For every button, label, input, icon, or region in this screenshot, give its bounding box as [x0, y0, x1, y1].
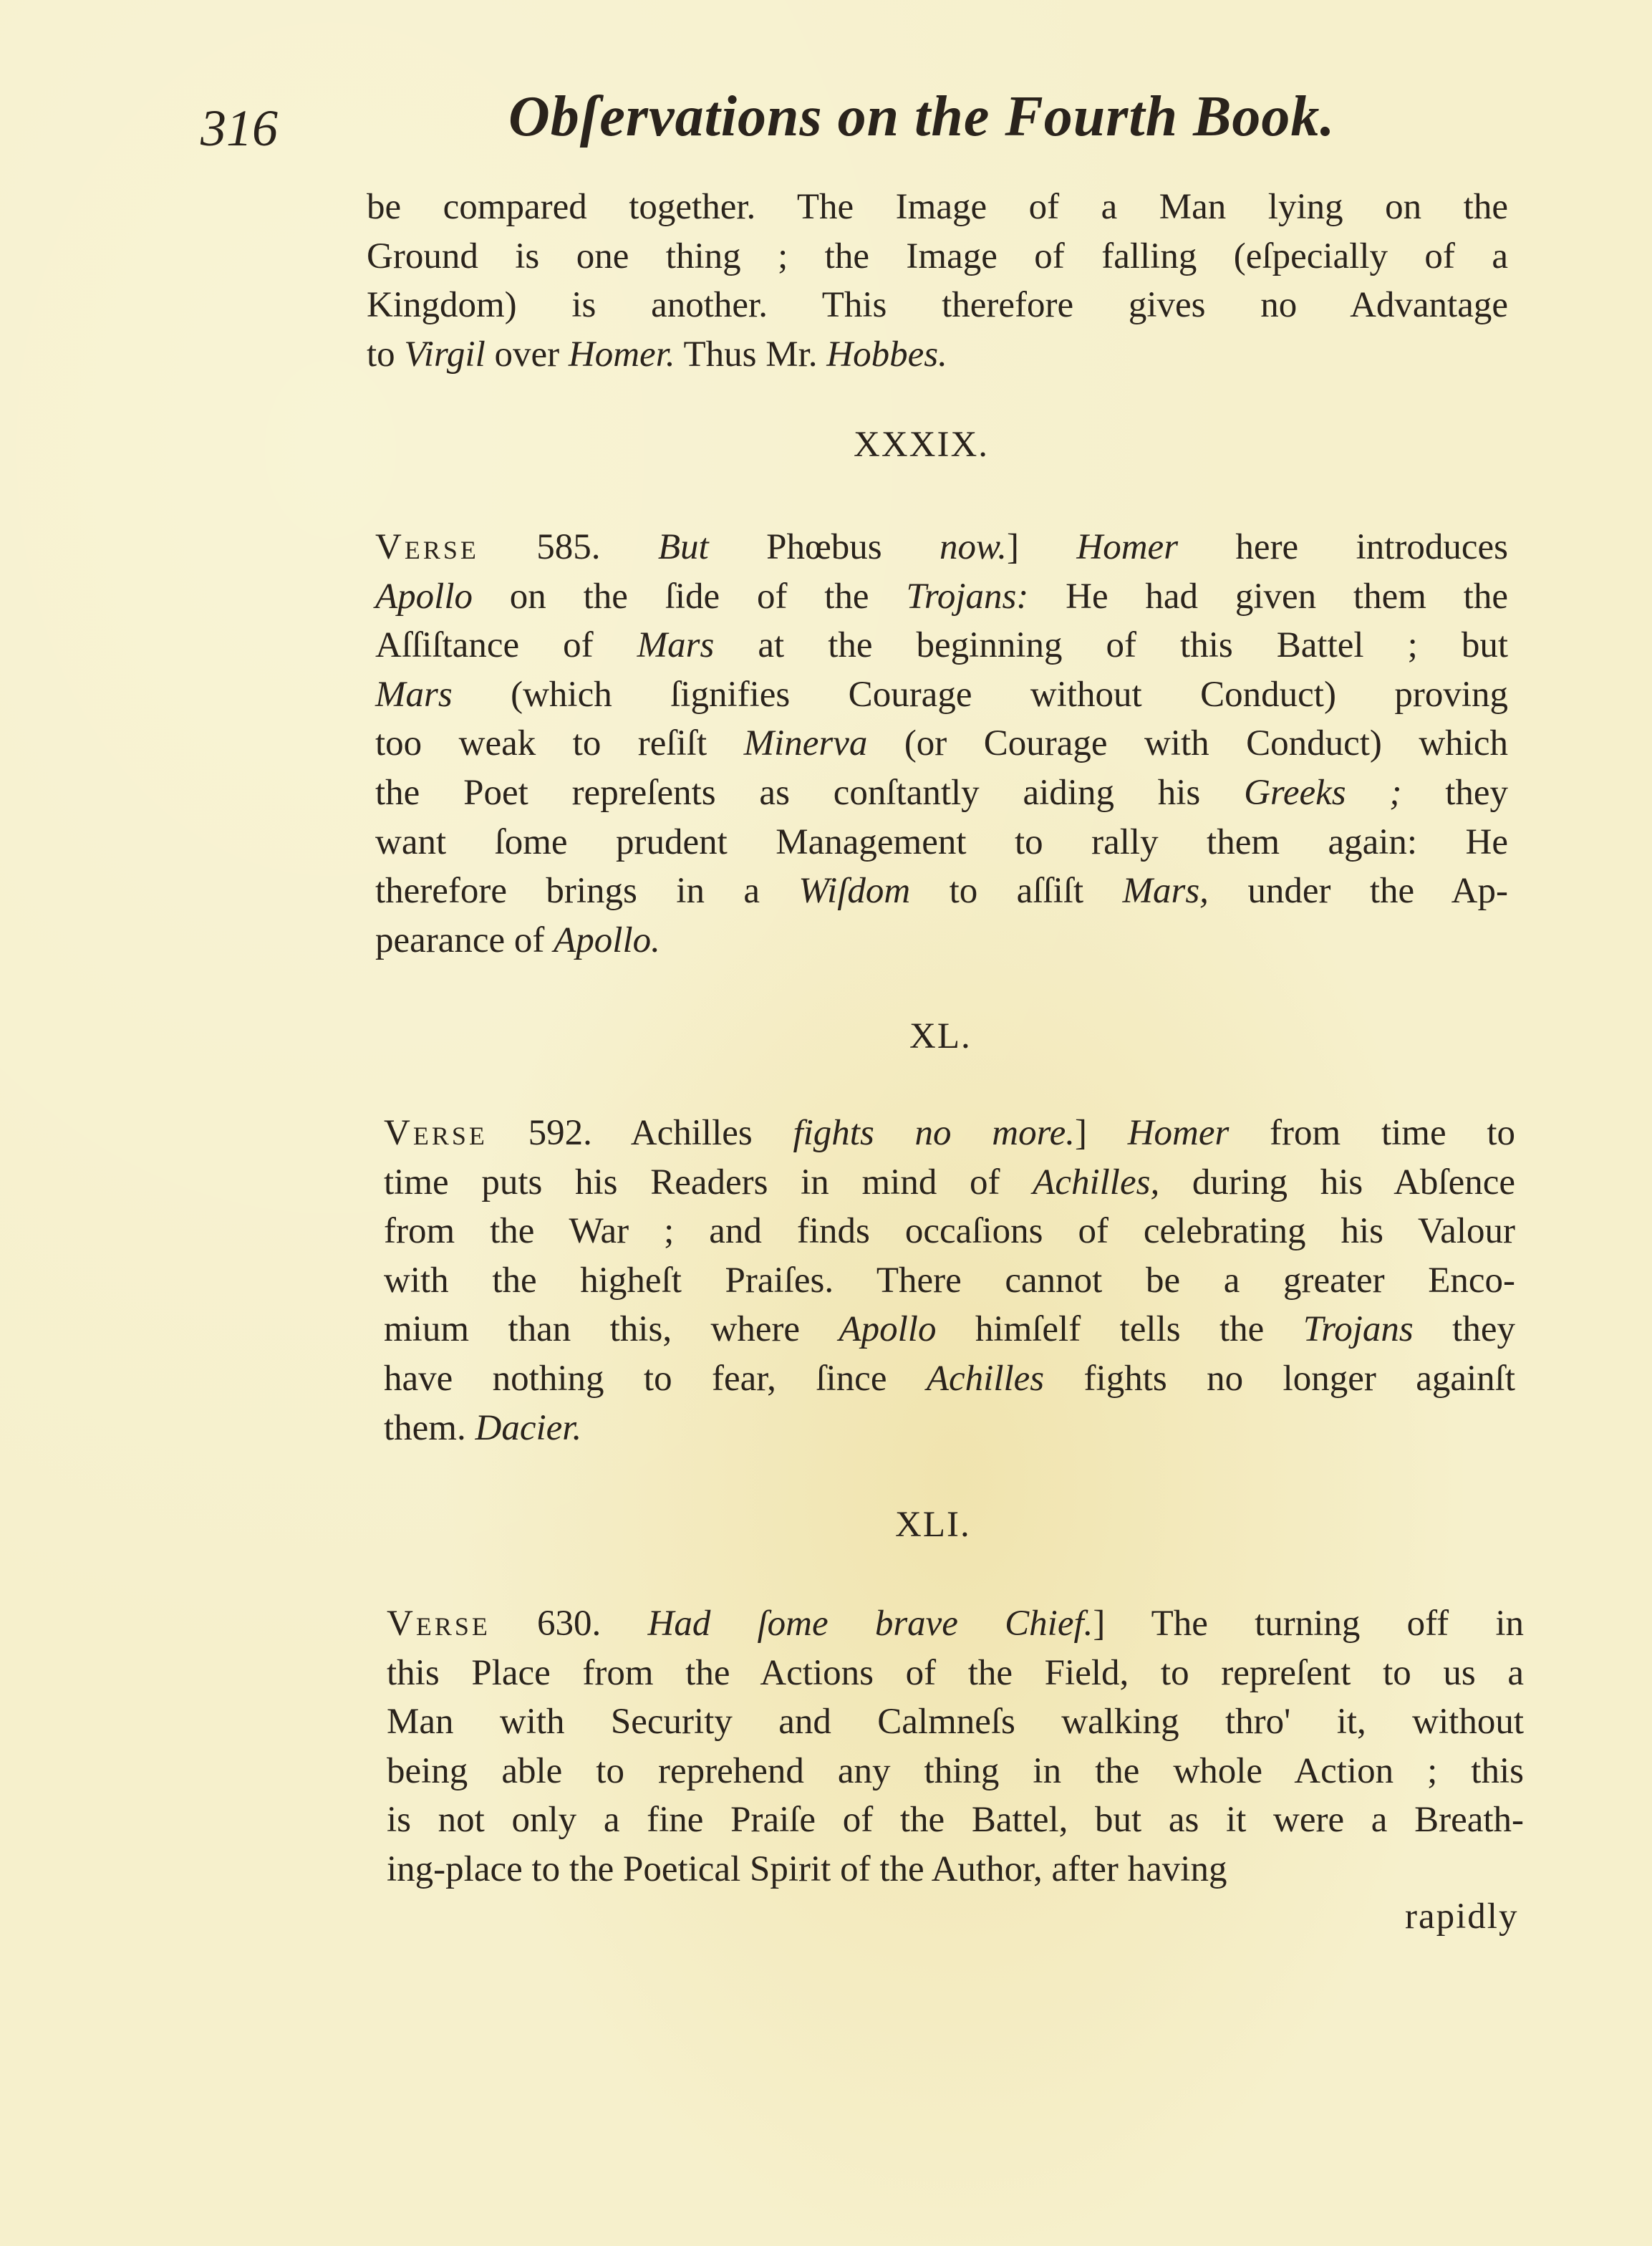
text-line: [375, 572, 1508, 622]
text-run: fights no longer againſt: [1044, 1358, 1515, 1399]
italic-run: Homer: [1076, 527, 1179, 567]
text-line: [384, 1354, 1515, 1404]
italic-run: Achilles,: [1033, 1162, 1160, 1202]
italic-run: Homer.: [568, 334, 675, 375]
text-run: (which ſignifies Courage without Conduct) proving: [452, 674, 1508, 715]
text-run: under the Ap-: [1208, 871, 1508, 912]
italic-run: Trojans:: [906, 576, 1029, 617]
running-head-title: Obſervations on the Fourth Book.: [508, 85, 1335, 148]
text-run: ]: [1007, 527, 1077, 567]
text-run: Ground is one thing ; the Image of falling (eſpecially of a: [367, 236, 1508, 276]
italic-run: now.: [939, 527, 1008, 567]
text-run: they: [1413, 1309, 1515, 1350]
text-line: [387, 1599, 1524, 1649]
text-run: ]: [1074, 1113, 1128, 1153]
text-run: 592. Achilles: [487, 1113, 793, 1153]
italic-run: Mars: [375, 674, 453, 715]
text-run: be compared together. The Image of a Man lying on the: [367, 187, 1508, 227]
text-line: [375, 818, 1508, 867]
italic-run: Had ſome brave Chief.: [647, 1604, 1093, 1644]
text-run: Kingdom) is another. This therefore gives no Advantage: [367, 285, 1508, 326]
text-run: himſelf tells the: [936, 1309, 1303, 1350]
text-run: they: [1401, 772, 1508, 813]
text-run: from time to: [1229, 1113, 1515, 1153]
section-xli-paragraph: [387, 1599, 1524, 1894]
catchword: rapidly: [1405, 1896, 1519, 1937]
italic-run: Hobbes.: [826, 334, 947, 375]
text-run: at the beginning of this Battel ; but: [714, 625, 1508, 666]
text-line: [375, 867, 1508, 916]
text-line: [384, 1109, 1515, 1158]
section-xl-paragraph: [384, 1109, 1515, 1452]
text-run: the Poet repreſents as conſtantly aiding his: [375, 772, 1245, 813]
text-line: [367, 183, 1508, 232]
italic-run: Trojans: [1303, 1309, 1414, 1350]
text-run: during his Abſence: [1159, 1162, 1515, 1202]
text-line: [367, 330, 1508, 380]
text-run: Man with Security and Calmneſs walking thro' it, without: [387, 1702, 1524, 1743]
text-run: over: [485, 334, 569, 375]
verse-label: Verse: [384, 1113, 488, 1153]
text-run: too weak to reſiſt: [375, 723, 744, 764]
text-line: [387, 1796, 1524, 1845]
text-run: ] The turning off in: [1093, 1604, 1525, 1644]
section-numeral-xxxix: XXXIX.: [854, 425, 990, 465]
text-run: with the higheſt Praiſes. There cannot be a greater Enco-: [384, 1260, 1515, 1301]
text-run: want ſome prudent Management to rally them again: He: [375, 821, 1508, 862]
text-run: to: [367, 334, 405, 375]
text-run: pearance of: [375, 920, 554, 960]
text-run: Phœbus: [708, 527, 940, 567]
text-line: [375, 719, 1508, 768]
italic-run: Mars: [637, 625, 715, 666]
italic-run: Apollo.: [554, 920, 660, 960]
text-line: [367, 281, 1508, 330]
italic-run: Apollo: [375, 576, 473, 617]
text-line: [387, 1845, 1524, 1894]
text-run: being able to reprehend any thing in the whole Action ; this: [387, 1750, 1524, 1791]
text-line: [384, 1256, 1515, 1306]
italic-run: But: [657, 527, 709, 567]
italic-run: Dacier.: [475, 1407, 582, 1448]
page-number: 316: [201, 100, 278, 157]
italic-run: Mars,: [1122, 871, 1209, 912]
text-line: [387, 1649, 1524, 1698]
text-line: [384, 1305, 1515, 1354]
text-run: Aſſiſtance of: [375, 625, 637, 666]
paragraph-continuation: [367, 183, 1508, 379]
verse-label: Verse: [387, 1604, 491, 1644]
text-run: Thus Mr.: [675, 334, 827, 375]
italic-run: Greeks ;: [1244, 772, 1402, 813]
text-run: on the ſide of the: [473, 576, 907, 617]
text-line: [387, 1697, 1524, 1747]
italic-run: Apollo: [839, 1309, 937, 1350]
text-run: to aſſiſt: [910, 871, 1123, 912]
text-line: [375, 621, 1508, 670]
text-run: 630.: [490, 1604, 648, 1644]
text-line: [375, 670, 1508, 720]
running-head: [201, 85, 1375, 156]
italic-run: Virgil: [404, 334, 486, 375]
text-run: ing-place to the Poetical Spirit of the Author, after having: [387, 1849, 1227, 1889]
text-run: from the War ; and finds occaſions of celebrating his Valour: [384, 1211, 1515, 1252]
text-run: this Place from the Actions of the Field, to repreſent to us a: [387, 1652, 1524, 1693]
section-xxxix-paragraph: [375, 523, 1508, 965]
text-line: [375, 768, 1508, 818]
text-line: [375, 523, 1508, 572]
text-run: time puts his Readers in mind of: [384, 1162, 1033, 1202]
text-run: therefore brings in a: [375, 871, 799, 912]
italic-run: Wiſdom: [798, 871, 911, 912]
section-numeral-xli: XLI.: [895, 1505, 971, 1545]
text-run: (or Courage with Conduct) which: [867, 723, 1508, 764]
italic-run: Homer: [1127, 1113, 1230, 1153]
italic-run: Achilles: [926, 1358, 1045, 1399]
text-line: [384, 1158, 1515, 1208]
italic-run: Minerva: [743, 723, 868, 764]
italic-run: fights no more.: [793, 1113, 1075, 1153]
text-line: [384, 1207, 1515, 1256]
text-line: [367, 232, 1508, 281]
text-run: have nothing to fear, ſince: [384, 1358, 927, 1399]
verse-label: Verse: [375, 527, 479, 567]
text-run: 585.: [478, 527, 658, 567]
text-run: He had given them the: [1028, 576, 1508, 617]
text-run: mium than this, where: [384, 1309, 839, 1350]
text-run: them.: [384, 1407, 475, 1448]
text-line: [375, 916, 1508, 965]
text-run: here introduces: [1178, 527, 1509, 567]
text-line: [384, 1404, 1515, 1453]
text-run: is not only a fine Praiſe of the Battel, but as it were a Breath-: [387, 1800, 1524, 1841]
section-numeral-xl: XL.: [909, 1016, 972, 1056]
text-line: [387, 1747, 1524, 1796]
